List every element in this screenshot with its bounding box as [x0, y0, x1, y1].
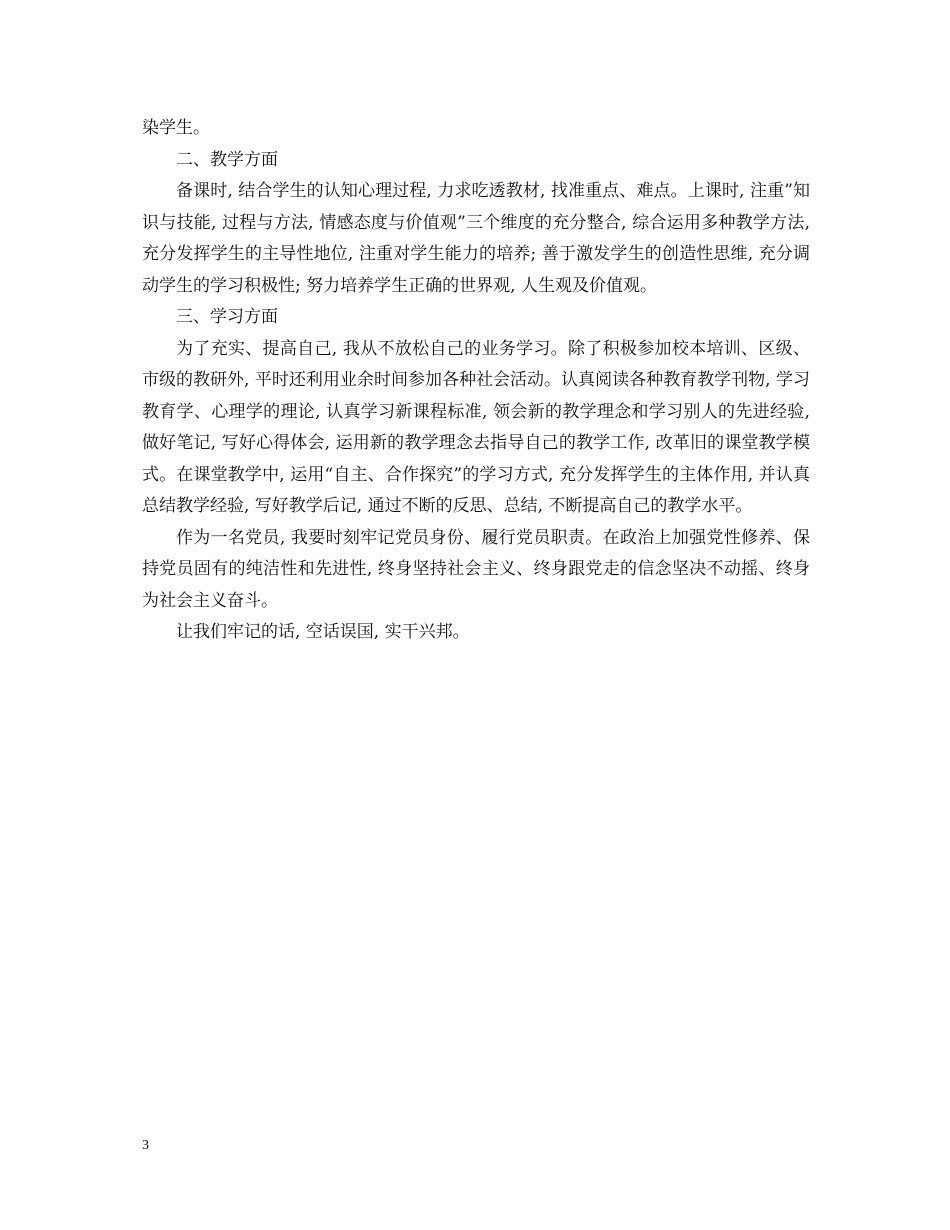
paragraph-party-member: 作为一名党员, 我要时刻牢记党员身份、履行党员职责。在政治上加强党性修养、保持党员固有的纯洁性和先进性, 终身坚持社会主义、终身跟党走的信念坚决不动摇、终身为社会主义奋斗。 [142, 527, 810, 611]
paragraph-continuation: 染学生。 [142, 118, 210, 138]
paragraph-teaching: 备课时, 结合学生的认知心理过程, 力求吃透教材, 找准重点、难点。上课时, 注重”知识与技能, 过程与方法, 情感态度与价值观”三个维度的充分整合, 综合运用多种教学方法, 充分发挥学生的主导性地位, 注重对学生能力的培养; 善于激发学生的创造性思维, 充分调动学生的学习积极性; 努力培养学生正确的世界观, 人生观及价值观。 [142, 181, 810, 296]
page-number: 3 [142, 1138, 149, 1153]
document-body [142, 113, 810, 649]
section-heading-learning: 三、学习方面 [176, 307, 278, 327]
section-heading-teaching: 二、教学方面 [176, 149, 278, 170]
paragraph-closing: 让我们牢记的话, 空话误国, 实干兴邦。 [176, 622, 470, 642]
paragraph-learning: 为了充实、提高自己, 我从不放松自己的业务学习。除了积极参加校本培训、区级、市级的教研外, 平时还利用业余时间参加各种社会活动。认真阅读各种教育教学刊物, 学习教育学、心理学的理论, 认真学习新课程标准, 领会新的教学理念和学习别人的先进经验, 做好笔记, 写好心得体会, 运用新的教学理念去指导自己的教学工作, 改革旧的课堂教学模式。在课堂教学中, 运用“自主、合作探究”的学习方式, 充分发挥学生的主体作用, 并认真总结教学经验, 写好教学后记, 通过不断的反思、总结, 不断提高自己的教学水平。 [142, 338, 810, 516]
